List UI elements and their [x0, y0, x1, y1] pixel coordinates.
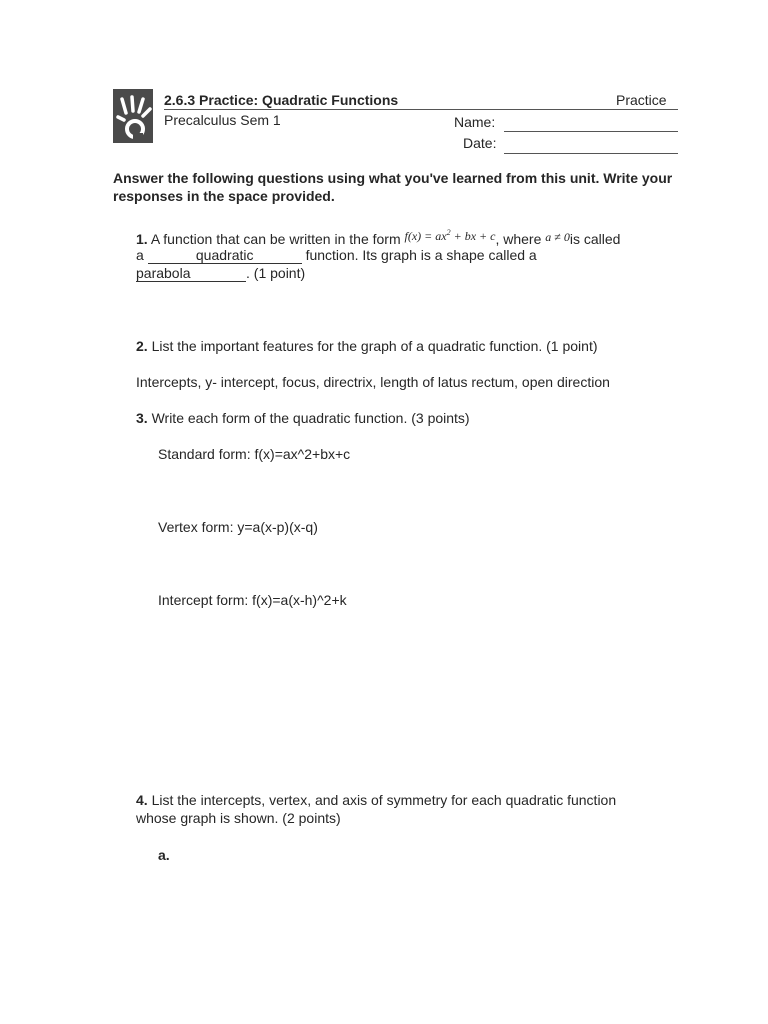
part-a-label: a. — [158, 847, 170, 863]
answer-blank-1[interactable]: quadratic — [148, 247, 302, 264]
question-text: . (1 point) — [246, 265, 306, 281]
question-3 — [136, 409, 470, 427]
question-number: 4. — [136, 792, 148, 808]
vertex-form-answer[interactable]: Vertex form: y=a(x-p)(x-q) — [158, 519, 318, 535]
date-field[interactable] — [504, 153, 678, 154]
course-name: Precalculus Sem 1 — [164, 112, 281, 128]
question-number: 1. — [136, 231, 148, 247]
worksheet-title: 2.6.3 Practice: Quadratic Functions — [164, 92, 399, 108]
header-divider — [164, 109, 678, 110]
question-text: a — [136, 247, 144, 263]
answer-blank-2[interactable] — [136, 265, 246, 282]
answer-2[interactable]: Intercepts, y- intercept, focus, directrix, length of latus rectum, open direction — [136, 374, 610, 390]
question-text: List the important features for the graph of a quadratic function. (1 point) — [151, 338, 598, 354]
date-label: Date: — [463, 135, 497, 151]
name-label: Name: — [454, 114, 496, 130]
standard-form-answer[interactable]: Standard form: f(x)=ax^2+bx+c — [158, 446, 351, 462]
question-text: A function that can be written in the form — [150, 231, 401, 247]
question-1 — [136, 228, 696, 282]
question-text: whose graph is shown. (2 points) — [136, 810, 341, 826]
question-text: List the intercepts, vertex, and axis of symmetry for each quadratic function — [151, 792, 617, 808]
quadratic-formula: $f(x) = ax^2$ + bx + c — [404, 228, 496, 243]
question-2 — [136, 337, 598, 355]
question-4 — [136, 791, 616, 827]
worksheet-type: Practice — [616, 92, 667, 108]
question-text: Write each form of the quadratic function. (3 points) — [151, 410, 470, 426]
nonzero-condition: a ≠ 0 — [545, 230, 570, 244]
question-text: , where — [495, 231, 542, 247]
question-text: is called — [569, 231, 621, 247]
sun-logo-icon — [113, 89, 153, 143]
question-number: 2. — [136, 338, 148, 354]
intercept-form-answer[interactable]: Intercept form: f(x)=a(x-h)^2+k — [158, 592, 347, 608]
question-text: function. Its graph is a shape called a — [305, 247, 537, 263]
question-number: 3. — [136, 410, 148, 426]
logo — [113, 89, 153, 143]
name-field[interactable] — [504, 131, 678, 132]
instructions: Answer the following questions using what you've learned from this unit. Write your responses in the space provided. — [113, 170, 673, 204]
answer-text: parabola — [136, 265, 191, 281]
